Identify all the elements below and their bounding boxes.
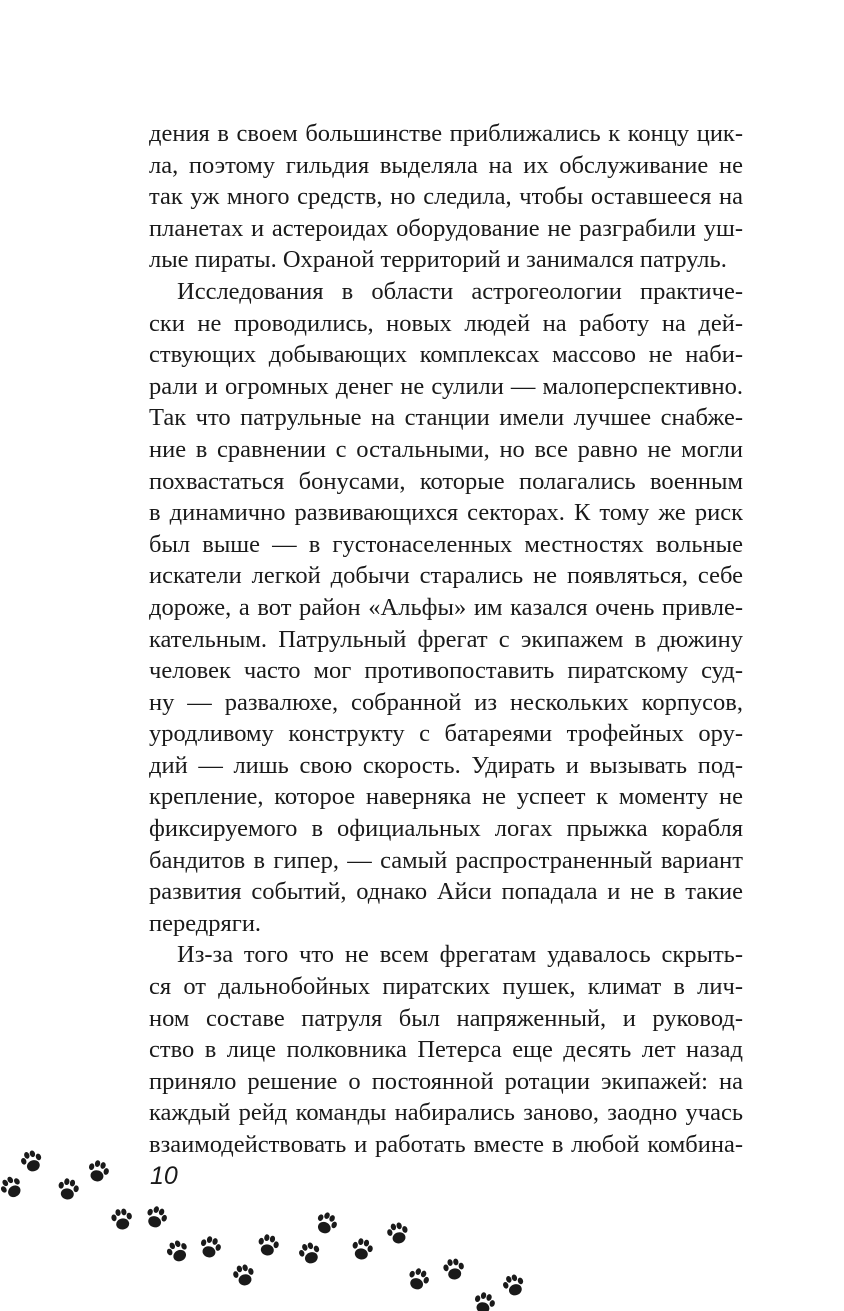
- paw-print-icon: [442, 1257, 466, 1281]
- text-line: взаимодействовать и работать вместе в любой комбина-: [149, 1131, 743, 1158]
- paw-print-icon: [385, 1220, 410, 1245]
- text-line: ся от дальнобойных пиратских пушек, климат в лич-: [149, 973, 743, 1001]
- text-line: ствующих добывающих комплексах массово не наби-: [149, 341, 743, 369]
- paw-prints-decoration: [0, 1140, 844, 1311]
- text-line: ски не проводились, новых людей на работу на дей-: [149, 309, 743, 337]
- text-line: Так что патрульные на станции имели лучшее снабже-: [149, 404, 743, 432]
- paw-print-icon: [19, 1148, 45, 1175]
- text-line: каждый рейд команды набирались заново, заодно учась: [149, 1099, 743, 1127]
- text-line: так уж много средств, но следила, чтобы оставшееся на: [149, 183, 743, 211]
- text-line: рали и огромных денег не сулили — малоперспективно.: [149, 372, 743, 400]
- paw-print-icon: [198, 1234, 223, 1259]
- text-line: кательным. Патрульный фрегат с экипажем в дюжину: [149, 625, 743, 653]
- text-line: ние в сравнении с остальными, но все равно не могли: [149, 435, 743, 463]
- text-line: ном составе патруля был напряженный, и руковод-: [149, 1004, 743, 1032]
- paw-print-icon: [56, 1177, 80, 1201]
- text-line: дения в своем большинстве приближались к концу цик-: [149, 120, 743, 147]
- paw-print-icon: [164, 1237, 191, 1265]
- paw-print-icon: [405, 1266, 431, 1293]
- text-line: ство в лице полковника Петерса еще десять лет назад: [149, 1036, 743, 1064]
- paw-print-icon: [350, 1237, 374, 1261]
- text-line: уродливому конструкту с батареями трофейных ору-: [149, 720, 743, 748]
- paw-print-icon: [297, 1240, 323, 1267]
- paw-print-icon: [0, 1173, 26, 1202]
- paw-print-icon: [472, 1290, 497, 1311]
- text-line: ну — развалюхе, собранной из нескольких корпусов,: [149, 688, 743, 716]
- paw-print-icon: [231, 1262, 256, 1287]
- text-line: передряги.: [149, 909, 262, 937]
- text-line: Исследования в области астрогеологии практиче-: [177, 277, 743, 305]
- text-line: приняло решение о постоянной ротации экипажей: на: [149, 1067, 743, 1095]
- text-line: дий — лишь свою скорость. Удирать и вызывать под-: [149, 751, 743, 779]
- paw-print-icon: [256, 1233, 280, 1257]
- paw-print-icon: [313, 1209, 340, 1237]
- text-line: ла, поэтому гильдия выделяла на их обслуживание не: [149, 151, 743, 179]
- text-line: был выше — в густонаселенных местностях вольные: [149, 530, 743, 558]
- text-line: Из-за того что не всем фрегатам удавалось скрыть-: [177, 941, 743, 969]
- text-line: лые пираты. Охраной территорий и занимался патруль.: [149, 246, 727, 274]
- page-number: 10: [150, 1162, 178, 1190]
- text-line: бандитов в гипер, — самый распространенный вариант: [149, 846, 743, 874]
- paw-print-icon: [110, 1207, 134, 1231]
- text-line: похвастаться бонусами, которые полагались военным: [149, 467, 743, 495]
- text-line: дороже, а вот район «Альфы» им казался очень привле-: [149, 593, 743, 621]
- page-body: [149, 118, 743, 1161]
- text-line: фиксируемого в официальных логах прыжка корабля: [149, 815, 743, 843]
- text-line: искатели легкой добычи старались не появляться, себе: [149, 562, 743, 590]
- text-line: в динамично развивающихся секторах. К тому же риск: [149, 499, 743, 527]
- text-line: человек часто мог противопоставить пиратскому суд-: [149, 657, 743, 685]
- text-line: развития событий, однако Айси попадала и не в такие: [149, 878, 743, 906]
- text-line: крепление, которое наверняка не успеет к моменту не: [149, 783, 743, 811]
- paw-print-icon: [143, 1204, 169, 1231]
- text-line: планетах и астероидах оборудование не разграбили уш-: [149, 214, 743, 242]
- paw-print-icon: [86, 1158, 111, 1183]
- paw-print-icon: [501, 1272, 527, 1299]
